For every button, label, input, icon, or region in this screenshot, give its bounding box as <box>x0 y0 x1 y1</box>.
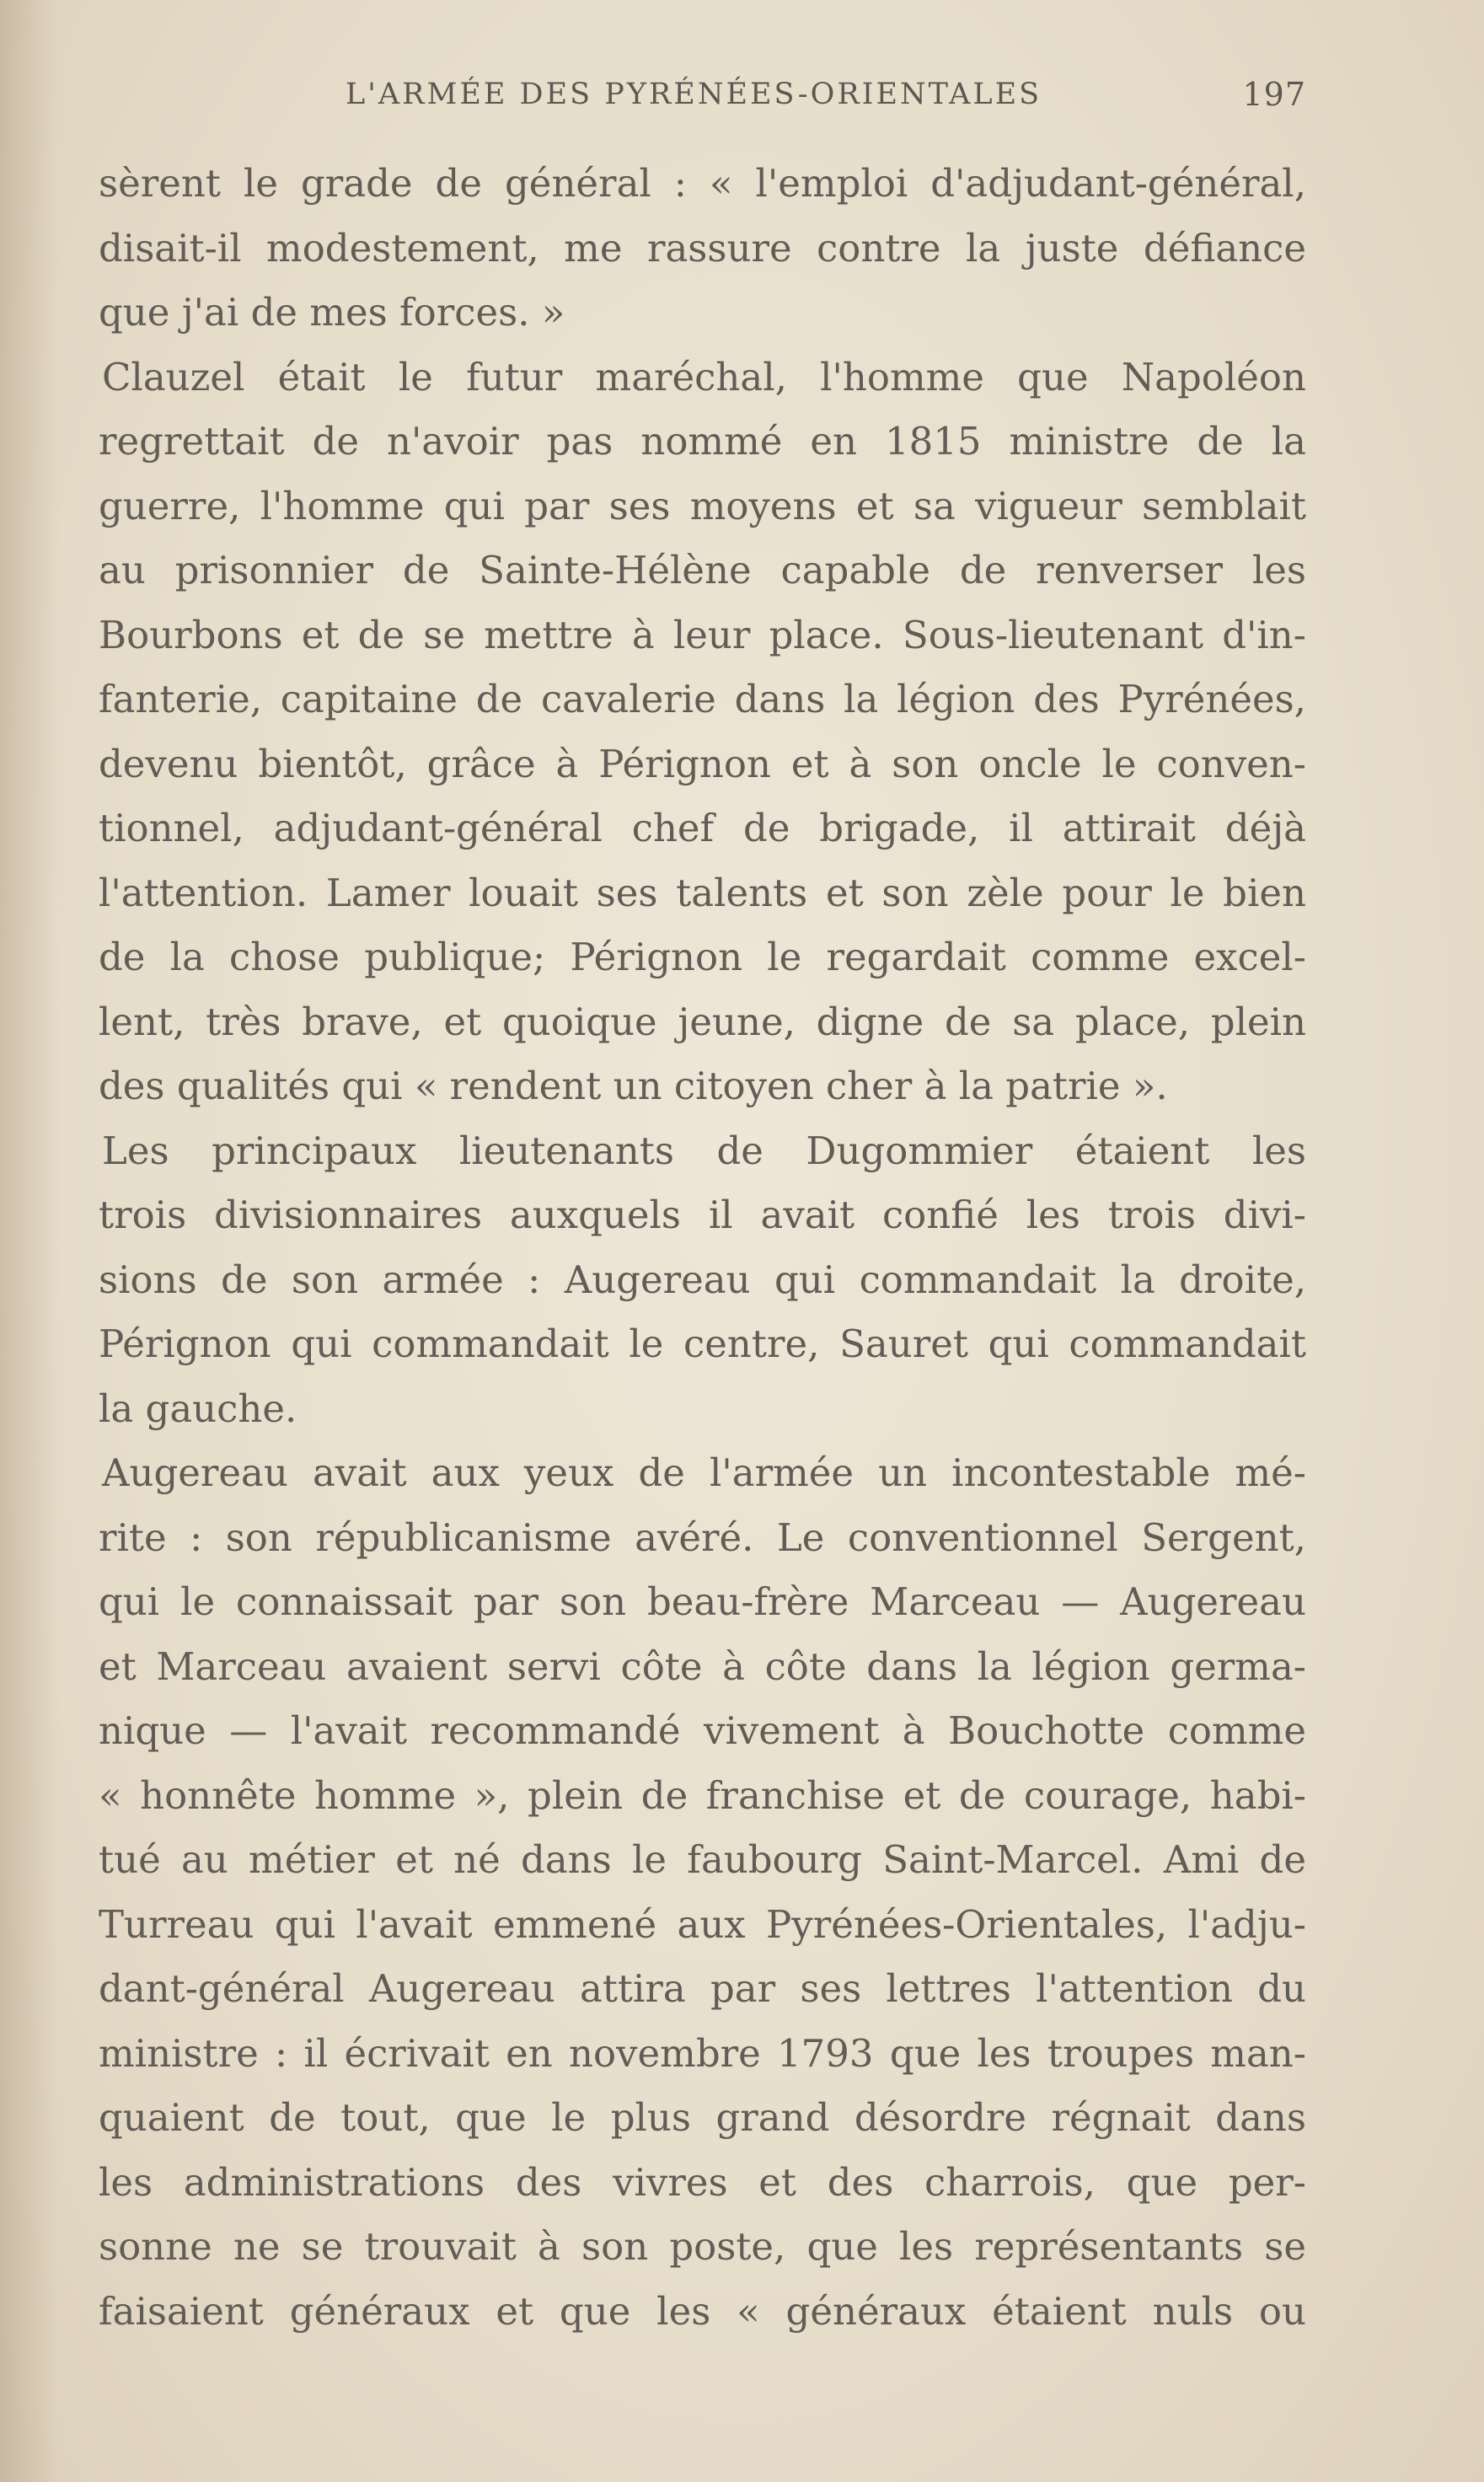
text-line: trois divisionnaires auxquels il avait confié les trois divi- <box>99 1193 1306 1237</box>
body-text <box>99 152 1306 2344</box>
text-line: tué au métier et né dans le faubourg Saint-Marcel. Ami de <box>99 1837 1306 1882</box>
text-line: tionnel, adjudant-général chef de brigade, il attirait déjà <box>99 806 1306 850</box>
text-line: Clauzel était le futur maréchal, l'homme que Napoléon <box>102 354 1306 399</box>
text-line: rite : son républicanisme avéré. Le conventionnel Sergent, <box>99 1514 1306 1560</box>
text-line: regrettait de n'avoir pas nommé en 1815 ministre de la <box>99 419 1306 464</box>
text-line: de la chose publique; Pérignon le regardait comme excel- <box>99 935 1306 979</box>
text-line: que j'ai de mes forces. » <box>99 290 565 335</box>
text-line: Augereau avait aux yeux de l'armée un incontestable mé- <box>102 1450 1306 1495</box>
text-line: au prisonnier de Sainte-Hélène capable de renverser les <box>99 548 1306 592</box>
text-line: ministre : il écrivait en novembre 1793 que les troupes man- <box>99 2030 1306 2076</box>
text-line: sonne ne se trouvait à son poste, que les représentants se <box>99 2224 1306 2269</box>
text-line: disait-il modestement, me rassure contre la juste défiance <box>99 225 1306 271</box>
text-line: Bourbons et de se mettre à leur place. Sous-lieutenant d'in- <box>99 612 1306 657</box>
text-line: lent, très brave, et quoique jeune, digne de sa place, plein <box>99 999 1306 1044</box>
text-line: Pérignon qui commandait le centre, Sauret qui commandait <box>99 1321 1306 1366</box>
text-line: qui le connaissait par son beau-frère Marceau — Augereau <box>99 1579 1306 1624</box>
text-line: fanterie, capitaine de cavalerie dans la légion des Pyrénées, <box>99 677 1306 721</box>
text-line: les administrations des vivres et des charrois, que per- <box>99 2159 1306 2205</box>
text-line: la gauche. <box>99 1386 297 1431</box>
text-line: Les principaux lieutenants de Dugommier étaient les <box>102 1128 1306 1173</box>
text-line: nique — l'avait recommandé vivement à Bouchotte comme <box>99 1708 1306 1753</box>
text-line: dant-général Augereau attira par ses lettres l'attention du <box>99 1966 1306 2011</box>
text-line: Turreau qui l'avait emmené aux Pyrénées-Orientales, l'adju- <box>99 1901 1306 1947</box>
text-line: des qualités qui « rendent un citoyen cher à la patrie ». <box>99 1064 1168 1108</box>
text-line: l'attention. Lamer louait ses talents et son zèle pour le bien <box>99 870 1306 915</box>
text-line: « honnête homme », plein de franchise et de courage, habi- <box>99 1772 1306 1818</box>
page-edge-shadow <box>0 0 59 2482</box>
text-line: devenu bientôt, grâce à Pérignon et à son oncle le conven- <box>99 741 1306 786</box>
page-number: 197 <box>1242 76 1306 113</box>
text-line: sions de son armée : Augereau qui commandait la droite, <box>99 1257 1306 1302</box>
running-head <box>346 78 1306 120</box>
text-line: sèrent le grade de général : « l'emploi d'adjudant-général, <box>99 161 1306 206</box>
text-line: et Marceau avaient servi côte à côte dans la légion germa- <box>99 1643 1306 1689</box>
text-line: quaient de tout, que le plus grand désordre régnait dans <box>99 2095 1306 2140</box>
text-line: faisaient généraux et que les « généraux étaient nuls ou <box>99 2288 1306 2334</box>
running-head-title: L'ARMÉE DES PYRÉNÉES-ORIENTALES <box>346 78 1042 111</box>
text-line: guerre, l'homme qui par ses moyens et sa vigueur semblait <box>99 483 1306 528</box>
